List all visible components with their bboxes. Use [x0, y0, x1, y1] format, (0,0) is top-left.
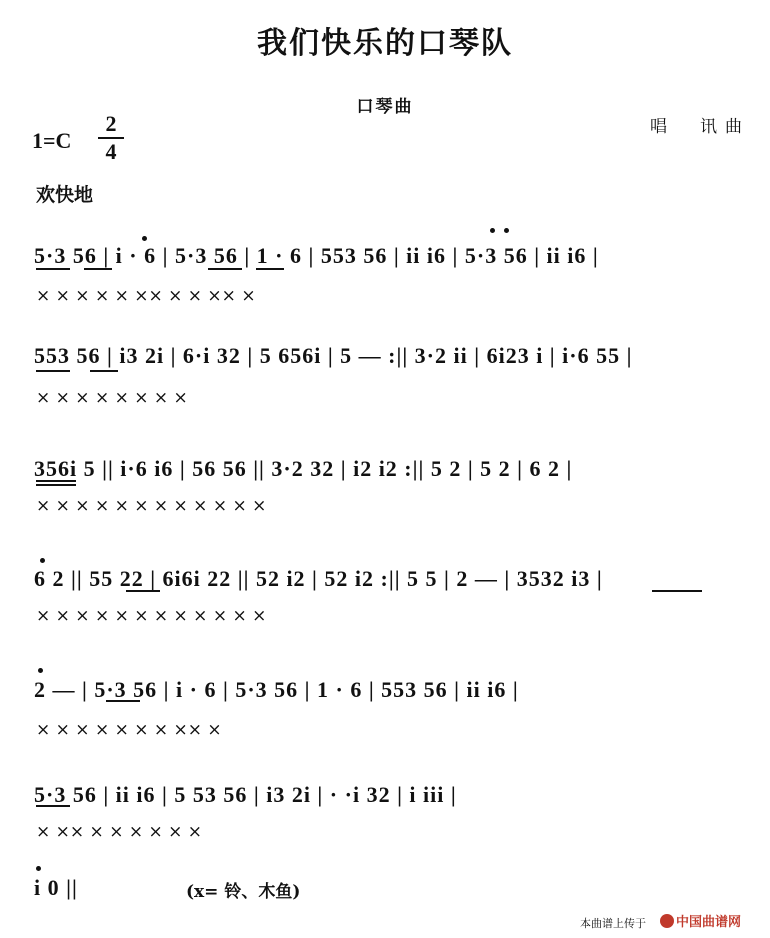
rhythm-underline: [256, 268, 284, 270]
rhythm-underline: [652, 590, 702, 592]
tempo-marking: 欢快地: [36, 184, 94, 206]
rhythm-underline: [36, 268, 70, 270]
score-line-3: 356i 5 || i·6 i6 | 56 56 || 3·2 32 | i2 i2 :|| 5 2 | 5 2 | 6 2 |: [34, 456, 573, 481]
rhythm-underline: [84, 268, 112, 270]
octave-dot: [40, 558, 45, 563]
score-line-2: 553 56 | i3 2i | 6·i 32 | 5 656i | 5 — :|| 3·2 ii | 6i23 i | i·6 55 |: [34, 343, 633, 368]
logo-icon: [660, 914, 674, 928]
octave-dot: [504, 228, 509, 233]
octave-dot: [490, 228, 495, 233]
octave-dot: [36, 866, 41, 871]
percussion-line-3: × × × × × × × × × × × ×: [36, 496, 267, 516]
percussion-line-2: × × × × × × × ×: [36, 388, 188, 408]
time-signature: [98, 112, 124, 164]
percussion-line-1: × × × × × ×× × × ×× ×: [36, 286, 256, 306]
subtitle: 口琴曲: [356, 97, 414, 117]
score-line-6: 5·3 56 | ii i6 | 5 53 56 | i3 2i | · ·i 32 | i iii |: [34, 782, 457, 807]
key-signature: 1=C: [32, 128, 72, 153]
composer: 唱 讯曲: [650, 117, 750, 137]
octave-dot: [142, 236, 147, 241]
rhythm-underline: [126, 590, 160, 592]
score-line-1: 5·3 56 | i · 6 | 5·3 56 | 1 · 6 | 553 56 | ii i6 | 5·3 56 | ii i6 |: [34, 243, 599, 268]
rhythm-underline: [36, 484, 76, 486]
rhythm-underline: [106, 700, 140, 702]
rhythm-underline: [36, 370, 70, 372]
page-title: 我们快乐的口琴队: [257, 26, 513, 61]
rhythm-underline: [36, 480, 76, 482]
octave-dot: [38, 668, 43, 673]
percussion-line-6: × ×× × × × × × ×: [36, 822, 203, 842]
instrument-note: (x= 铃、木鱼): [186, 882, 301, 902]
site-logo-text: 中国曲谱网: [676, 915, 742, 930]
percussion-line-4: × × × × × × × × × × × ×: [36, 606, 267, 626]
upload-credit: 本曲谱上传于: [580, 917, 646, 930]
site-logo[interactable]: [660, 911, 741, 930]
score-line-4: 6 2 || 55 22 | 6i6i 22 || 52 i2 | 52 i2 :|| 5 5 | 2 — | 3532 i3 |: [34, 566, 603, 591]
percussion-line-5: × × × × × × × ×× ×: [36, 720, 222, 740]
time-denominator: 4: [105, 139, 117, 164]
time-numerator: 2: [105, 111, 117, 136]
rhythm-underline: [90, 370, 118, 372]
score-line-5: 2 — | 5·3 56 | i · 6 | 5·3 56 | 1 · 6 | 553 56 | ii i6 |: [34, 677, 519, 702]
rhythm-underline: [36, 805, 70, 807]
rhythm-underline: [208, 268, 242, 270]
score-line-7: i 0 ||: [34, 875, 78, 900]
